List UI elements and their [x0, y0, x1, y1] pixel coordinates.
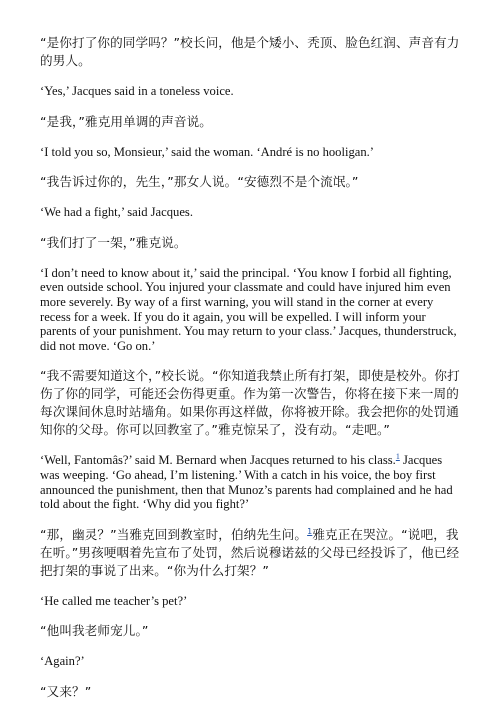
footnote-link[interactable]: 1 — [395, 452, 400, 462]
paragraph-zh: “又来？” — [40, 683, 92, 699]
paragraph-text: 雅克正在哭泣。“说吧，我在听。”男孩哽咽着先宣布了处罚，然后说穆诺兹的父母已经投诉了，他已经把打架的事说了出来。“你为什么打架？” — [40, 526, 460, 578]
paragraph-zh: “我们打了一架，”雅克说。 — [40, 234, 187, 250]
paragraph-zh: “我告诉过你的，先生，”那女人说。“安德烈不是个流氓。” — [40, 174, 359, 190]
paragraph-en: ‘Yes,’ Jacques said in a toneless voice. — [40, 84, 234, 98]
document-page — [40, 34, 464, 715]
paragraph-en: ‘I told you so, Monsieur,’ said the woman. ‘André is no hooligan.’ — [40, 144, 374, 159]
paragraph-zh: “是你打了你的同学吗？”校长问，他是个矮小、秃顶、脸色红润、声音有力的男人。 — [40, 35, 460, 68]
paragraph-zh: “我不需要知道这个，”校长说。“你知道我禁止所有打架，即使是校外。你打伤了你的同学，可能还会伤得更重。作为第一次警告，你将在接下来一周的每次课间休息时站墙角。如果你再这样做，你将被开除。我会把你的处罚通知你的父母。你可以回教室了。”雅克惊呆了，没有动。“走吧。” — [40, 368, 460, 438]
paragraph-en: ‘He called me teacher’s pet?’ — [40, 593, 188, 608]
paragraph-en: ‘We had a fight,’ said Jacques. — [40, 205, 193, 220]
paragraph-en-with-footnote — [40, 453, 464, 511]
paragraph-en: ‘I don’t need to know about it,’ said the principal. ‘You know I forbid all fighting, even outside school. You injured your classmate and could have injured him even more severely. By way of a first warning, you will stand in the corner at every recess for a week. If you do it again, you will be expelled. I will inform your parents of your punishment. You may return to your class.’ Jacques, thunderstruck, did not move. ‘Go on.’ — [40, 265, 457, 353]
paragraph-text: ‘Well, Fantomâs?’ said M. Bernard when Jacques returned to his class. — [40, 453, 396, 468]
paragraph-zh: “他叫我老师宠儿。” — [40, 623, 149, 639]
paragraph-en: ‘Again?’ — [40, 654, 85, 669]
paragraph-zh: “是我，”雅克用单调的声音说。 — [40, 113, 212, 129]
paragraph-text: Jacques was weeping. ‘Go ahead, I’m listening.’ With a catch in his voice, the boy first announced the punishment, then that Munoz’s parents had complained and he had told about the fight. ‘Why did you fight?’ — [40, 453, 453, 512]
footnote-link[interactable]: 1 — [307, 526, 313, 536]
paragraph-zh-with-footnote — [40, 526, 464, 580]
paragraph-text: “那，幽灵？”当雅克回到教室时，伯纳先生问。 — [40, 526, 308, 542]
